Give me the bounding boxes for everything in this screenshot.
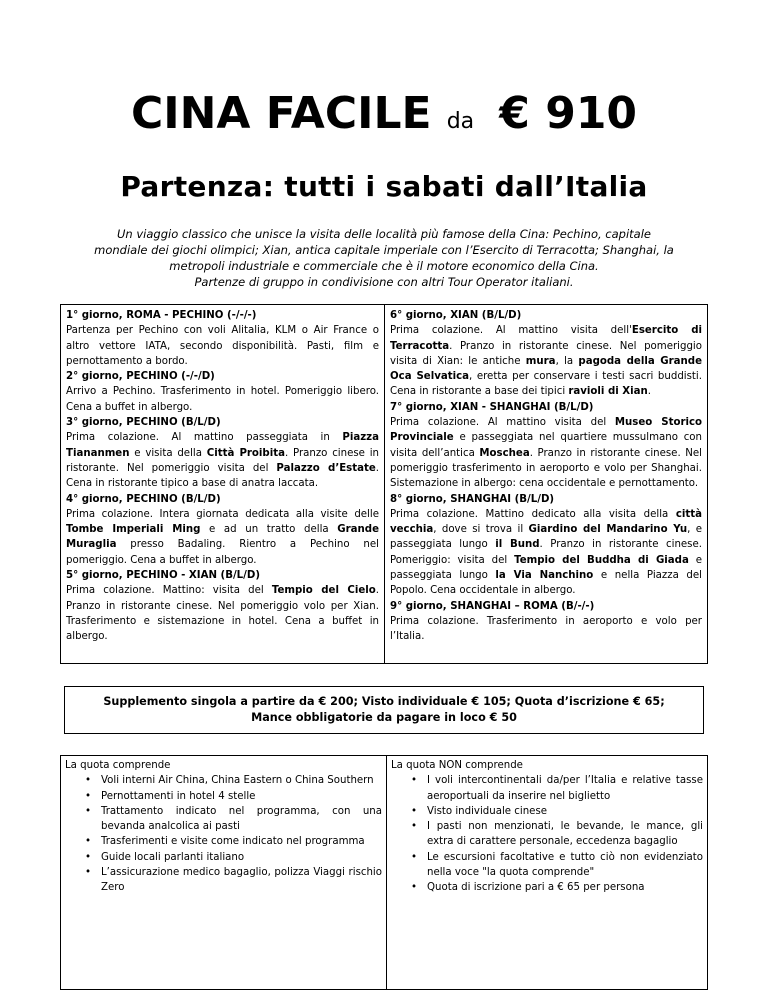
list-item: • Pernottamenti in hotel 4 stelle	[65, 789, 382, 804]
day-1-heading: 1° giorno, ROMA - PECHINO (-/-/-)	[66, 310, 257, 321]
included-column	[60, 755, 386, 990]
day-4-text: Prima colazione. Intera giornata dedicata alla visite delle Tombe Imperiali Ming e ad un tratto della Grande Muraglia presso Badaling. Rientro a Pechino nel pomeriggio. Cena a buffet in albergo.	[66, 508, 379, 566]
day-4-heading: 4° giorno, PECHINO (B/L/D)	[66, 493, 221, 505]
day-2-text: Arrivo a Pechino. Trasferimento in hotel. Pomeriggio libero. Cena a buffet in albergo.	[66, 386, 379, 413]
departure-subtitle: Partenza: tutti i sabati dall’Italia	[120, 170, 648, 203]
day-9-heading: 9° giorno, SHANGHAI – ROMA (B/-/-)	[390, 600, 595, 612]
list-item: • Quota di iscrizione pari a € 65 per persona	[391, 880, 703, 895]
included-title: La quota comprende	[65, 760, 171, 771]
supplement-line-2: Mance obbligatorie da pagare in loco € 50	[251, 711, 517, 724]
list-item: • I voli intercontinentali da/per l’Italia e relative tasse aeroportuali da inserire nel biglietto	[391, 773, 703, 804]
itinerary-table	[60, 304, 708, 664]
intro-note: Partenze di gruppo in condivisione con altri Tour Operator italiani.	[194, 275, 574, 289]
intro-line: Un viaggio classico che unisce la visita delle località più famose della Cina: Pechino, capitale mondiale dei giochi olimpici; Xian, antica capitale imperiale con l’Esercito di Terracotta; Shanghai, la metropoli industriale e commerciale che è il motore economico della Cina.	[94, 227, 674, 273]
itinerary-left-column	[61, 305, 385, 663]
day-1-text: Partenza per Pechino con voli Alitalia, KLM o Air France o altro vettore IATA, secondo disponibilità. Pasti, film e pernottamento a bordo.	[66, 325, 379, 367]
list-item: • Visto individuale cinese	[391, 804, 703, 819]
included-list	[65, 773, 382, 895]
intro-text	[94, 226, 674, 290]
list-item: • I pasti non menzionati, le bevande, le mance, gli extra di carattere personale, eccedenza bagaglio	[391, 819, 703, 850]
day-3-heading: 3° giorno, PECHINO (B/L/D)	[66, 417, 221, 429]
list-item: • L’assicurazione medico bagaglio, polizza Viaggi rischio Zero	[65, 865, 382, 896]
list-item: • Trattamento indicato nel programma, con una bevanda analcolica ai pasti	[65, 804, 382, 835]
day-3-text: Prima colazione. Al mattino passeggiata in Piazza Tiananmen e visita della Città Proibita. Pranzo cinese in ristorante. Nel pomeriggio visita del Palazzo d’Estate. Cena in ristorante tipico a base di anatra laccata.	[66, 432, 379, 490]
quota-table	[60, 755, 708, 990]
day-7-heading: 7° giorno, XIAN - SHANGHAI (B/L/D)	[390, 401, 594, 413]
day-2-heading: 2° giorno, PECHINO (-/-/D)	[66, 371, 215, 383]
title-da: da	[446, 109, 475, 134]
day-6-text: Prima colazione. Al mattino visita dell'Esercito di Terracotta. Pranzo in ristorante cinese. Nel pomeriggio visita di Xian: le antiche mura, la pagoda della Grande Oca Selvatica, eretta per conservare i testi sacri buddisti. Cena in ristorante a base dei tipici ravioli di Xian.	[390, 325, 703, 398]
excluded-title: La quota NON comprende	[391, 760, 523, 771]
itinerary-right-column	[385, 305, 707, 663]
day-5-heading: 5° giorno, PECHINO - XIAN (B/L/D)	[66, 570, 261, 582]
title-text: CINA FACILE	[130, 88, 432, 139]
day-6-heading: 6° giorno, XIAN (B/L/D)	[390, 310, 522, 321]
day-7-text: Prima colazione. Al mattino visita del Museo Storico Provinciale e passeggiata nel quartiere mussulmano con visita dell’antica Moschea. Pranzo in ristorante cinese. Nel pomeriggio trasferimento in aeroporto e volo per Shanghai. Sistemazione in albergo: cena occidentale e pernottamento.	[390, 417, 702, 490]
day-8-text: Prima colazione. Mattino dedicato alla visita della città vecchia, dove si trova il Giardino del Mandarino Yu, e passeggiata lungo il Bund. Pranzo in ristorante cinese. Pomeriggio: visita del Tempio del Buddha di Giada e passeggiata lungo la Via Nanchino e nella Piazza del Popolo. Cena occidentale in albergo.	[390, 508, 702, 597]
excluded-list	[391, 773, 703, 895]
day-8-heading: 8° giorno, SHANGHAI (B/L/D)	[390, 493, 555, 505]
page-title	[0, 88, 768, 139]
day-5-text: Prima colazione. Mattino: visita del Tempio del Cielo. Pranzo in ristorante cinese. Nel pomeriggio volo per Xian. Trasferimento e sistemazione in hotel. Cena a buffet in albergo.	[66, 585, 379, 643]
title-price: € 910	[499, 88, 638, 139]
list-item: • Trasferimenti e visite come indicato nel programma	[65, 834, 382, 849]
list-item: • Guide locali parlanti italiano	[65, 850, 382, 865]
list-item: • Voli interni Air China, China Eastern o China Southern	[65, 773, 382, 788]
supplement-box	[64, 686, 704, 734]
supplement-line-1: Supplemento singola a partire da € 200; Visto individuale € 105; Quota d’iscrizione € 65;	[103, 695, 665, 708]
excluded-column	[386, 755, 708, 990]
day-9-text: Prima colazione. Trasferimento in aeroporto e volo per l’Italia.	[390, 615, 702, 643]
list-item: • Le escursioni facoltative e tutto ciò non evidenziato nella voce "la quota comprende"	[391, 850, 703, 881]
